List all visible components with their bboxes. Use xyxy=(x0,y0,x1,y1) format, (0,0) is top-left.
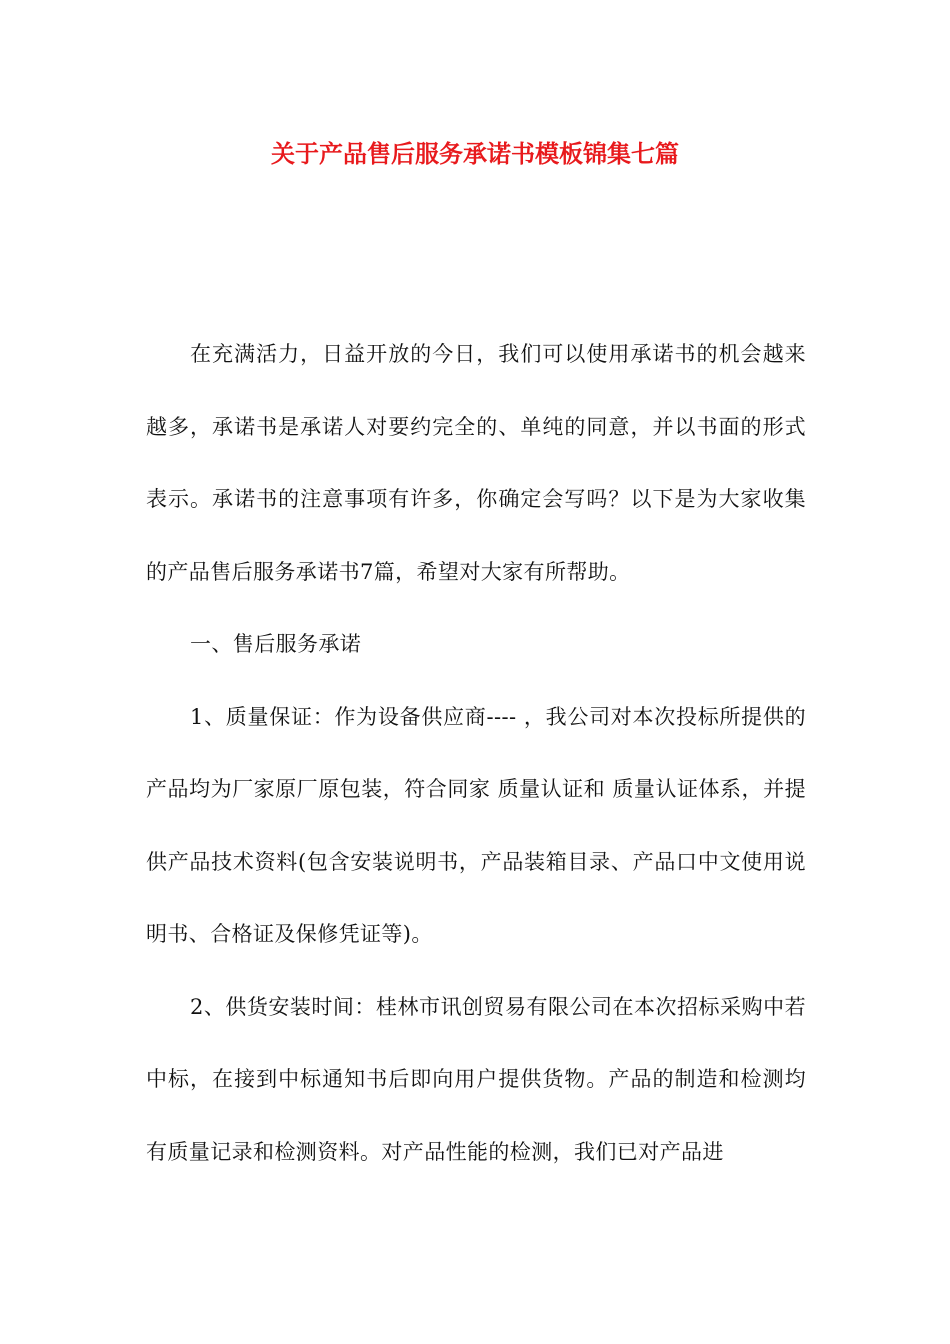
document-title: 关于产品售后服务承诺书模板锦集七篇 xyxy=(271,140,679,168)
section-heading: 一、售后服务承诺 xyxy=(190,632,362,656)
delivery-time-paragraph: 2、供货安装时间：桂林市讯创贸易有限公司在本次招标采购中若中标，在接到中标通知书后即向用户提供货物。产品的制造和检测均有质量记录和检测资料。对产品性能的检测，我们已对产品进 xyxy=(146,994,806,1164)
intro-paragraph: 在充满活力，日益开放的今日，我们可以使用承诺书的机会越来越多，承诺书是承诺人对要约完全的、单纯的同意，并以书面的形式表示。承诺书的注意事项有许多，你确定会写吗？以下是为大家收集的产品售后服务承诺书7篇，希望对大家有所帮助。 xyxy=(146,342,806,584)
quality-guarantee-paragraph: 1、质量保证：作为设备供应商---- ，我公司对本次投标所提供的产品均为厂家原厂原包装，符合同家 质量认证和 质量认证体系，并提供产品技术资料(包含安装说明书，产品装箱目录、产品口中文使用说明书、合格证及保修凭证等)。 xyxy=(146,704,806,946)
document-body xyxy=(146,318,806,1188)
